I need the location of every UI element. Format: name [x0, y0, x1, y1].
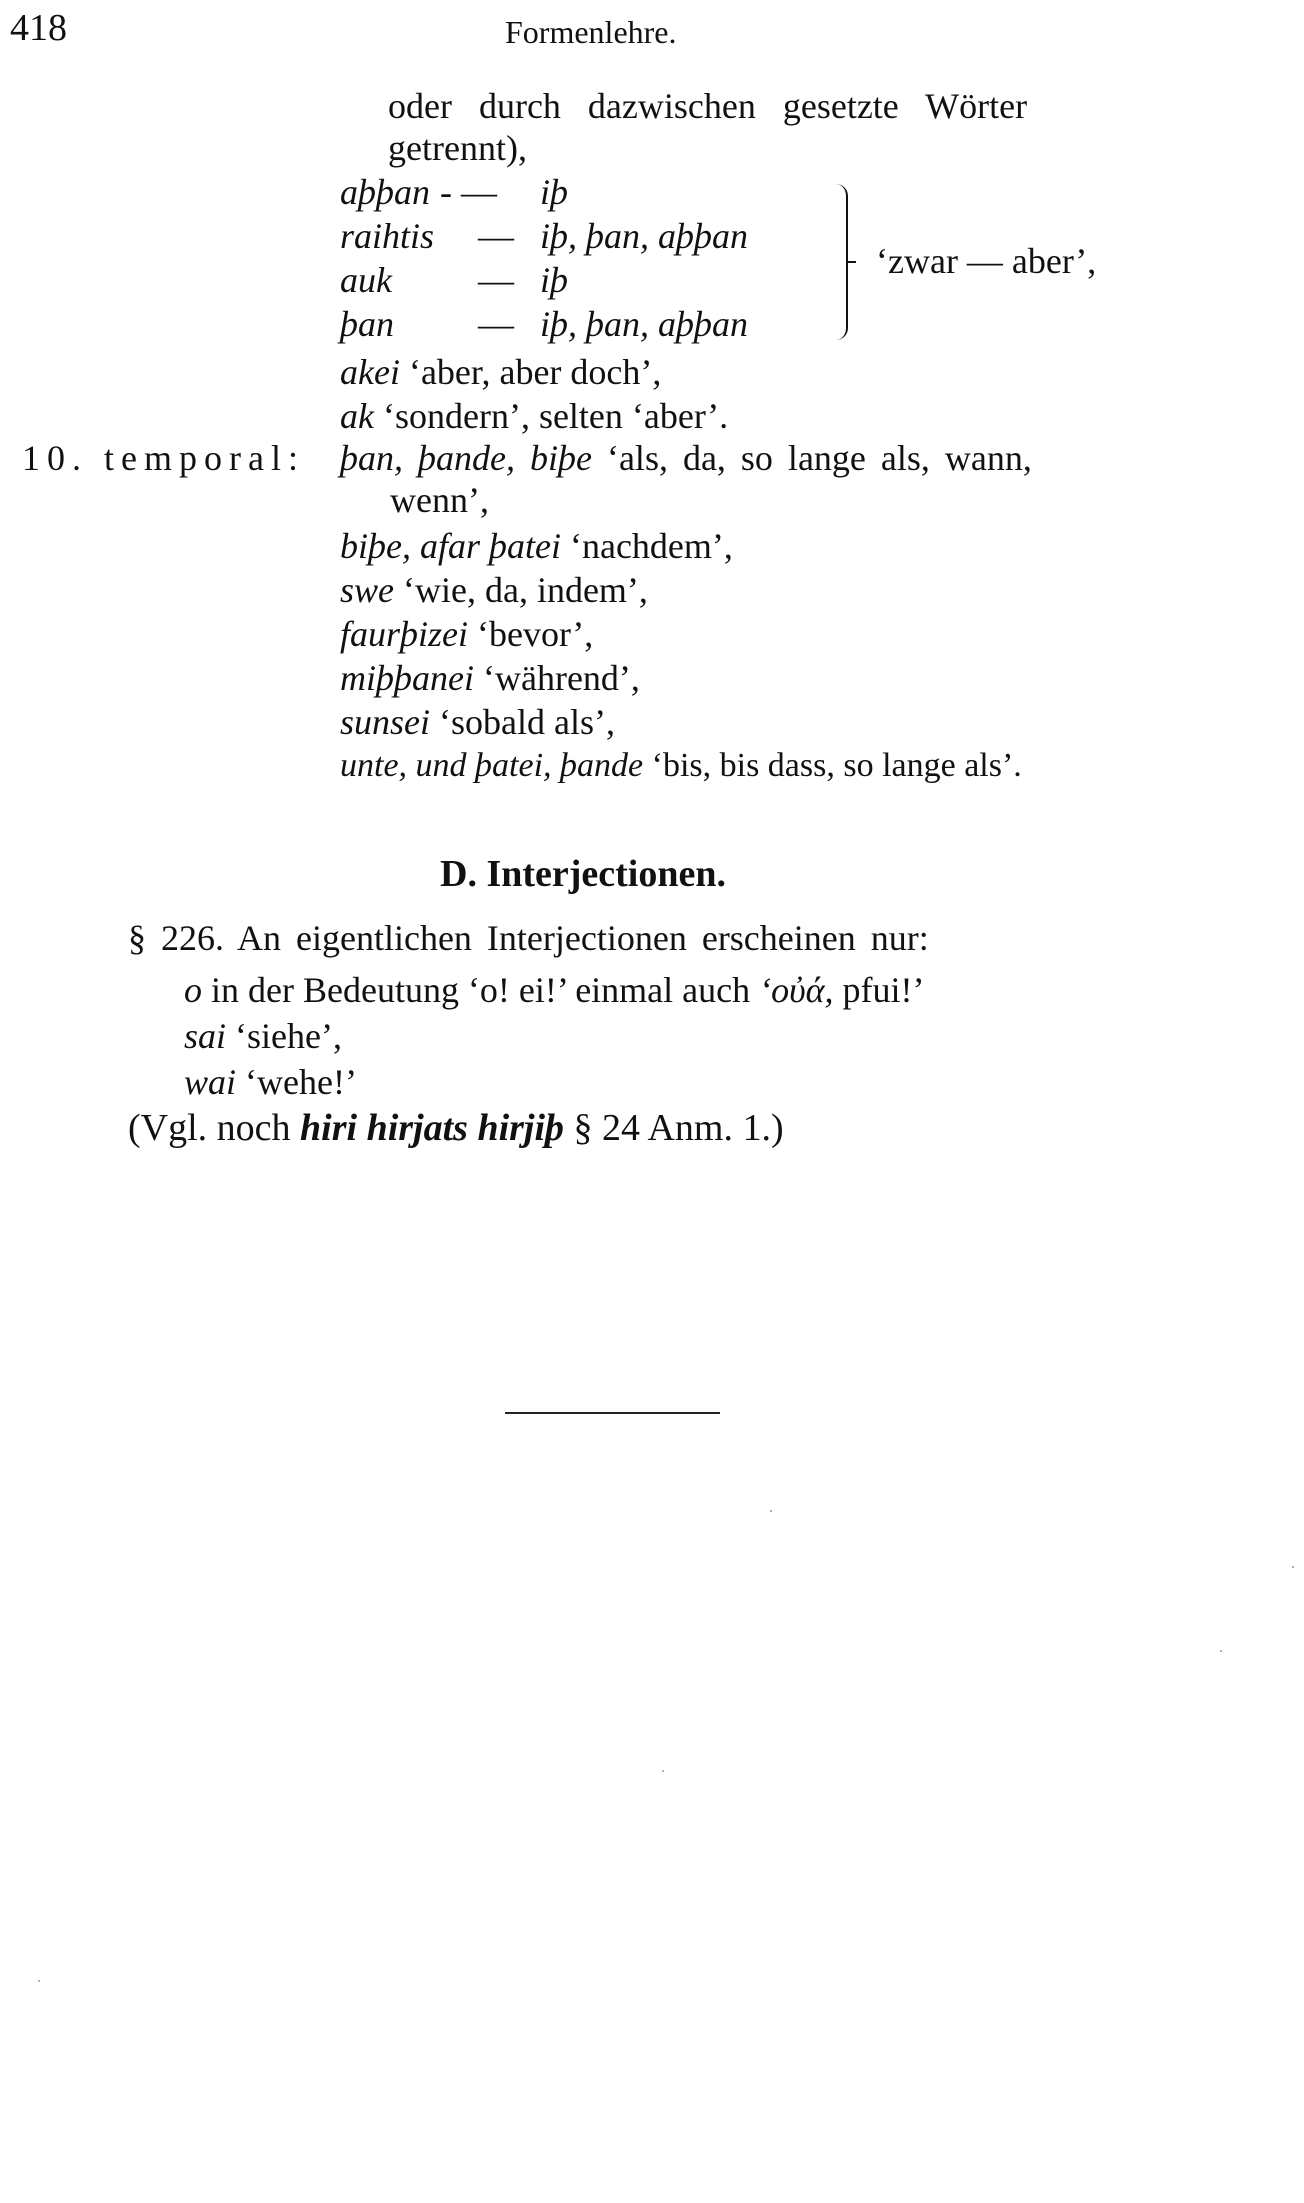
- gothic-word: unte, und þatei, þande: [340, 747, 644, 784]
- gloss-line: [340, 658, 640, 698]
- brace-row-word: auk: [340, 260, 392, 300]
- brace-row-word: aþþan: [340, 172, 430, 212]
- section-label-temporal: 10. temporal:: [22, 438, 305, 478]
- gloss-text: ‘aber, aber doch’,: [408, 352, 662, 392]
- section-heading: D. Interjectionen.: [440, 853, 726, 895]
- gloss-line: [340, 570, 648, 610]
- gloss-line: [340, 438, 1032, 478]
- gloss-line: [340, 746, 1022, 786]
- gloss-text: ‘sondern’, selten ‘aber’.: [382, 396, 729, 436]
- scan-speck: [770, 1510, 772, 1512]
- gloss-text: ‘sobald als’,: [439, 702, 615, 742]
- gloss-line: [340, 396, 728, 436]
- paragraph-number: § 226.: [128, 918, 224, 958]
- interjection-gloss: ‘siehe’,: [235, 1016, 342, 1056]
- brace-gloss: ‘zwar — aber’,: [876, 241, 1097, 281]
- gloss-text: ‘nachdem’,: [569, 526, 733, 566]
- brace-row-dash: —: [478, 304, 514, 344]
- gothic-word: swe: [340, 570, 394, 610]
- brace-row-dash: - —: [440, 172, 497, 212]
- note-reference: § 24 Anm. 1.): [564, 1107, 784, 1149]
- gloss-text: ‘wie, da, indem’,: [403, 570, 648, 610]
- gloss-text: ‘als, da, so lange als, wann,: [606, 438, 1032, 478]
- closing-rule: [505, 1412, 720, 1414]
- gloss-text: ‘während’,: [482, 658, 640, 698]
- note-line: [128, 1108, 784, 1148]
- brace-row-pair: iþ: [540, 260, 569, 300]
- paragraph-first-line: [128, 918, 929, 958]
- gothic-word: akei: [340, 352, 400, 392]
- gloss-text: ‘bis, bis dass, so lange als’.: [651, 747, 1022, 784]
- interjection-word: wai: [184, 1062, 237, 1102]
- scan-speck: [1220, 1650, 1222, 1652]
- gothic-word: biþe, afar þatei: [340, 526, 561, 566]
- note-gothic-words: hiri hirjats hirjiþ: [300, 1107, 565, 1149]
- brace-row-dash: —: [478, 260, 514, 300]
- gothic-word: sunsei: [340, 702, 430, 742]
- gothic-word: miþþanei: [340, 658, 474, 698]
- gothic-word: faurþizei: [340, 614, 469, 654]
- interjection-word: sai: [184, 1016, 227, 1056]
- brace-row-word: þan: [340, 304, 394, 344]
- gothic-word: ak: [340, 396, 374, 436]
- brace-row-pair: iþ: [540, 172, 569, 212]
- running-title: Formenlehre.: [505, 14, 677, 50]
- brace-row-pair: iþ, þan, aþþan: [540, 216, 749, 256]
- gloss-text: ‘bevor’,: [477, 614, 594, 654]
- interjection-line: [184, 1062, 357, 1102]
- scan-speck: [1292, 1566, 1294, 1568]
- gothic-word: þan, þande, biþe: [340, 438, 592, 478]
- gloss-line: [340, 352, 661, 392]
- brace-row-pair: iþ, þan, aþþan: [540, 304, 749, 344]
- continuation-line-2: getrennt),: [388, 128, 527, 168]
- brace-row-dash: —: [478, 216, 514, 256]
- gloss-line: [340, 614, 593, 654]
- curly-brace-point: [846, 261, 856, 263]
- interjection-line: [184, 970, 925, 1010]
- interjection-gloss: ‘wehe!’: [245, 1062, 357, 1102]
- gloss-line: [340, 702, 615, 742]
- page-number: 418: [10, 7, 67, 49]
- interjection-gloss: in der Bedeutung ‘o! ei!’ einmal auch: [202, 970, 760, 1010]
- note-prefix: (Vgl. noch: [128, 1107, 301, 1149]
- continuation-line-1: oder durch dazwischen gesetzte Wörter: [388, 86, 1028, 126]
- interjection-gloss-end: pfui!’: [833, 970, 925, 1010]
- scan-speck: [662, 1770, 664, 1772]
- gloss-line: [340, 526, 733, 566]
- paragraph-text: An eigentlichen Interjectionen erscheinen nur:: [237, 918, 929, 958]
- interjection-line: [184, 1016, 342, 1056]
- brace-row-word: raihtis: [340, 216, 435, 256]
- interjection-word: o: [184, 970, 202, 1010]
- gloss-continuation: wenn’,: [390, 480, 489, 520]
- greek-word: ‘οὐά,: [759, 970, 834, 1010]
- scan-speck: [38, 1980, 40, 1982]
